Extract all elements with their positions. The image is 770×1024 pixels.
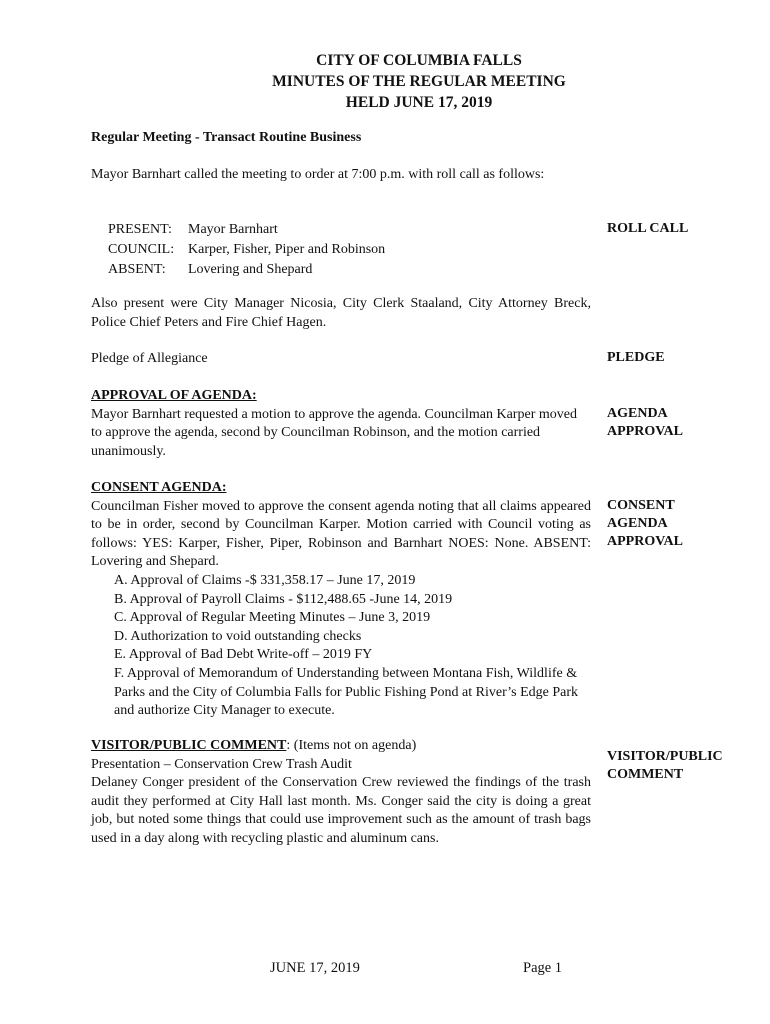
header-city: CITY OF COLUMBIA FALLS xyxy=(316,52,522,69)
agenda-section xyxy=(91,387,591,461)
visitor-presentation: Presentation – Conservation Crew Trash Audit xyxy=(91,756,352,772)
side-label-text: VISITOR/PUBLIC xyxy=(607,749,723,764)
consent-item: E. Approval of Bad Debt Write-off – 2019 FY xyxy=(114,647,373,663)
side-label-consent xyxy=(607,497,727,551)
call-to-order-paragraph: Mayor Barnhart called the meeting to order at 7:00 p.m. with roll call as follows: xyxy=(91,167,545,182)
also-present-paragraph: Also present were City Manager Nicosia, City Clerk Staaland, City Attorney Breck, Police Chief Peters and Fire Chief Hagen. xyxy=(91,296,591,330)
pledge-text: Pledge of Allegiance xyxy=(91,351,208,366)
visitor-heading-suffix: : (Items not on agenda) xyxy=(286,738,417,753)
visitor-heading-line xyxy=(91,737,591,756)
roll-call-table xyxy=(108,221,385,281)
document-header xyxy=(0,50,770,113)
footer-page-number: Page 1 xyxy=(523,960,563,976)
roll-row-present xyxy=(108,221,385,241)
side-label-text: COMMENT xyxy=(607,767,684,782)
roll-value: Mayor Barnhart xyxy=(188,222,278,237)
consent-item: D. Authorization to void outstanding checks xyxy=(114,628,362,644)
side-label-roll-call xyxy=(607,220,727,238)
side-label-pledge xyxy=(607,349,727,367)
visitor-section xyxy=(91,737,591,849)
side-label-text: APPROVAL xyxy=(607,424,683,439)
roll-key: COUNCIL: xyxy=(108,242,175,257)
roll-value: Karper, Fisher, Piper and Robinson xyxy=(188,242,386,257)
header-meeting-date: HELD JUNE 17, 2019 xyxy=(345,94,493,111)
side-label-text: AGENDA xyxy=(607,406,668,421)
visitor-paragraph: Delaney Conger president of the Conservation Crew reviewed the findings of the trash audit they performed at City Hall last month. Ms. Conger said the city is doing a great job, but noted some things that could use improvement such as the amount of trash bags used in a day along with recycling plastic and aluminum cans. xyxy=(91,775,591,846)
agenda-paragraph: Mayor Barnhart requested a motion to approve the agenda. Councilman Karper moved to approve the agenda, second by Councilman Robinson, and the motion carried unanimously. xyxy=(91,406,577,459)
side-label-agenda xyxy=(607,405,727,441)
visitor-heading: VISITOR/PUBLIC COMMENT xyxy=(91,738,287,753)
consent-section xyxy=(91,479,591,721)
side-label-text: CONSENT xyxy=(607,498,675,513)
side-label-text: PLEDGE xyxy=(607,350,665,365)
footer-date: JUNE 17, 2019 xyxy=(270,960,360,976)
header-minutes-title: MINUTES OF THE REGULAR MEETING xyxy=(272,73,566,90)
section-title: Regular Meeting - Transact Routine Business xyxy=(91,130,362,145)
side-label-visitor xyxy=(607,748,727,784)
consent-heading: CONSENT AGENDA: xyxy=(91,480,227,495)
side-label-text: APPROVAL xyxy=(607,534,683,549)
consent-item: F. Approval of Memorandum of Understanding between Montana Fish, Wildlife & Parks and the City of Columbia Falls for Public Fishing Pond at River’s Edge Park and authorize City Manager to execute. xyxy=(114,665,579,719)
agenda-heading: APPROVAL OF AGENDA: xyxy=(91,388,257,403)
consent-paragraph: Councilman Fisher moved to approve the consent agenda noting that all claims appeared to be in order, second by Councilman Karper. Motion carried with Council voting as follows: YES: Karper, Fisher, Piper, Robinson and Barnhart NOES: None. ABSENT: Lovering and Shepard. xyxy=(91,498,591,570)
roll-value: Lovering and Shepard xyxy=(188,262,313,277)
roll-row-absent xyxy=(108,261,385,281)
consent-item: B. Approval of Payroll Claims - $112,488.65 -June 14, 2019 xyxy=(114,591,453,607)
side-label-text: AGENDA xyxy=(607,516,668,531)
consent-item: A. Approval of Claims -$ 331,358.17 – June 17, 2019 xyxy=(114,572,416,588)
consent-item: C. Approval of Regular Meeting Minutes – June 3, 2019 xyxy=(114,610,431,626)
roll-key: PRESENT: xyxy=(108,222,172,237)
roll-key: ABSENT: xyxy=(108,262,166,277)
roll-row-council xyxy=(108,241,385,261)
side-label-text: ROLL CALL xyxy=(607,221,689,236)
